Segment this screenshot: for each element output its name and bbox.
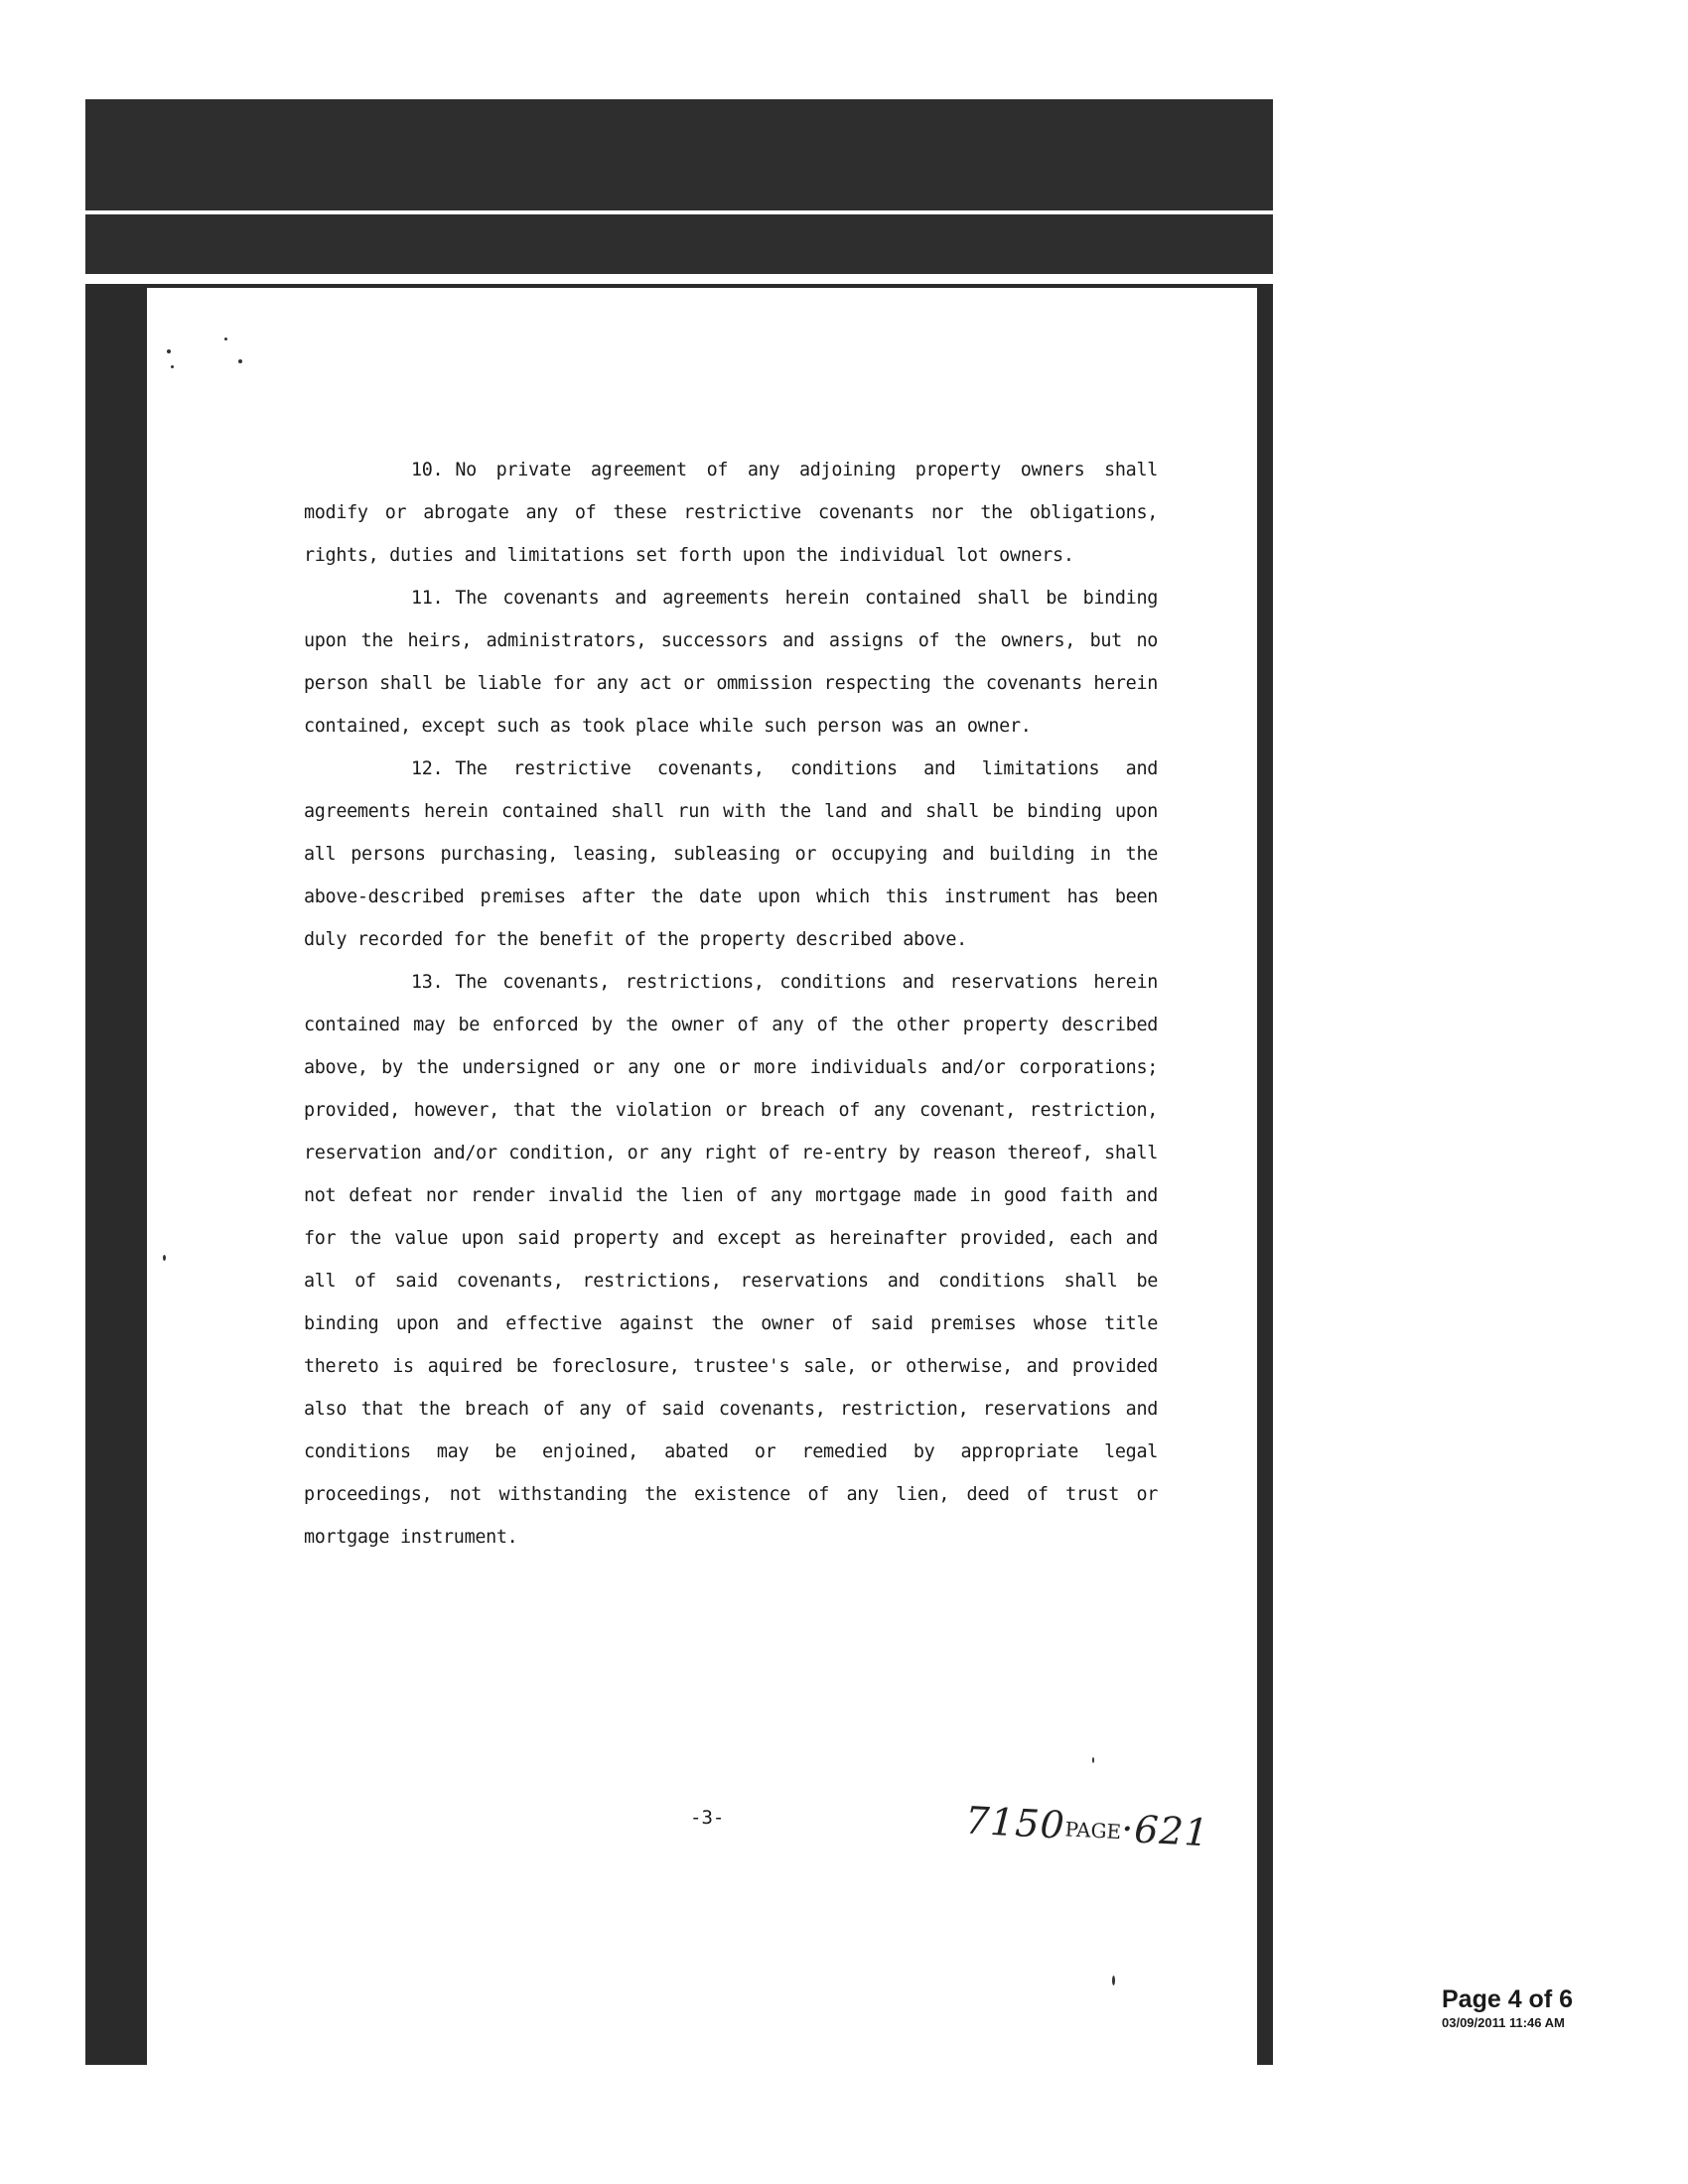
scan-speck [1112,1976,1115,1985]
paragraph-13 [304,961,1158,1559]
paragraph-12 [304,748,1158,961]
page-counter-timestamp: 03/09/2011 11:46 AM [1442,2015,1565,2030]
page-counter [1442,1984,1640,2032]
book-number: 7150 [964,1798,1066,1847]
paragraph-text: No private agreement of any adjoining property owners shall modify or abrogate any of these restrictive covenants nor the obligations, rights, duties and limitations set forth upon the individual lot owners. [304,460,1158,566]
scan-rule [85,210,1273,214]
paragraph-number: 12. [411,758,444,779]
scan-speck [167,349,171,353]
page-number: -3- [690,1807,725,1829]
page-word: PAGE [1063,1817,1122,1844]
document-body [304,449,1158,1559]
book-page-stamp: 7150PAGE·621 [964,1798,1210,1855]
scan-speck [1092,1757,1094,1763]
scan-speck [238,359,242,363]
paragraph-number: 11. [411,588,444,609]
scan-speck [224,338,227,341]
scan-speck [171,365,174,368]
page-counter-label: Page 4 of 6 [1442,1985,1573,2013]
paragraph-11 [304,577,1158,748]
scan-gap [85,274,1273,284]
paragraph-number: 10. [411,460,444,480]
paragraph-number: 13. [411,972,444,993]
paragraph-text: The covenants, restrictions, conditions and reservations herein contained may be enforced by the owner of any of the other property described above, by the undersigned or any one or more individuals and/or corporations; provided, however, that the violation or breach of any covenant, restriction, reservation and/or condition, or any right of re-entry by reason thereof, shall not defeat nor render invalid the lien of any mortgage made in good faith and for the value upon said property and except as hereinafter provided, each and all of said covenants, restrictions, reservations and conditions shall be binding upon and effective against the owner of said premises whose title thereto is aquired be foreclosure, trustee's sale, or otherwise, and provided also that the breach of any of said covenants, restriction, reservations and conditions may be enjoined, abated or remedied by appropriate legal proceedings, not withstanding the existence of any lien, deed of trust or mortgage instrument. [304,972,1158,1548]
paragraph-10 [304,449,1158,577]
paragraph-text: The covenants and agreements herein contained shall be binding upon the heirs, administrators, successors and assigns of the owners, but no person shall be liable for any act or ommission respecting the covenants herein contained, except such as took place while such person was an owner. [304,588,1158,737]
paragraph-text: The restrictive covenants, conditions and limitations and agreements herein contained shall run with the land and shall be binding upon all persons purchasing, leasing, subleasing or occupying and building in the above-described premises after the date upon which this instrument has been duly recorded for the benefit of the property described above. [304,758,1158,950]
scan-header-band [85,99,1273,274]
scan-speck [163,1255,166,1261]
book-page-number: 621 [1133,1807,1210,1855]
